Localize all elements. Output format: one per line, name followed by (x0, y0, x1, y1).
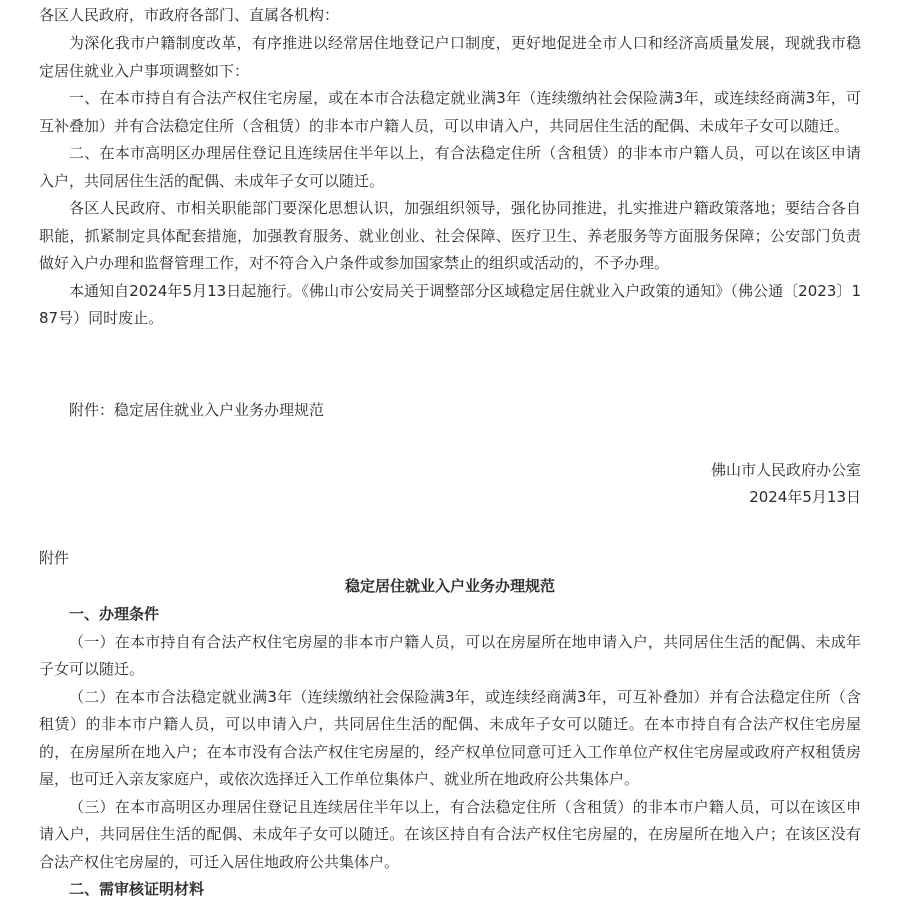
condition-item-two: （二）在本市合法稳定就业满3年（连续缴纳社会保险满3年，或连续经商满3年，可互补叠加）并有合法稳定住所（含租赁）的非本市户籍人员，可以申请入户，共同居住生活的配偶、未成年子女可以随迁。在本市持自有合法产权住宅房屋的，在房屋所在地入户；在本市没有合法产权住宅房屋的，经产权单位同意可迁入工作单位产权住宅房屋或政府产权租赁房屋，也可迁入亲友家庭户，或依次选择迁入工作单位集体户、就业所在地政府公共集体户。 (39, 687, 861, 788)
attachment-body (39, 601, 861, 904)
salutation: 各区人民政府，市政府各部门、直属各机构： (39, 6, 340, 24)
signature-date: 2024年5月13日 (749, 488, 861, 506)
attachment-note: 附件：稳定居住就业入户业务办理规范 (69, 401, 325, 419)
condition-item-three: （三）在本市高明区办理居住登记且连续居住半年以上，有合法稳定住所（含租赁）的非本市户籍人员，可以在该区申请入户，共同居住生活的配偶、未成年子女可以随迁。在该区持自有合法产权住宅房屋的，在房屋所在地入户；在该区没有合法产权住宅房屋的，可迁入居住地政府公共集体户。 (39, 797, 861, 871)
intro-paragraph: 为深化我市户籍制度改革，有序推进以经常居住地登记户口制度，更好地促进全市人口和经济高质量发展，现就我市稳定居住就业入户事项调整如下： (39, 34, 861, 80)
notice-body (39, 30, 861, 333)
attachment-title: 稳定居住就业入户业务办理规范 (344, 577, 555, 595)
condition-item-one: （一）在本市持自有合法产权住宅房屋的非本市户籍人员，可以在房屋所在地申请入户，共同居住生活的配偶、未成年子女可以随迁。 (39, 632, 861, 678)
effective-date-paragraph: 本通知自2024年5月13日起施行。《佛山市公安局关于调整部分区域稳定居住就业入户政策的通知》（佛公通〔2023〕187号）同时废止。 (39, 281, 861, 327)
implementation-paragraph: 各区人民政府、市相关职能部门要深化思想认识，加强组织领导，强化协同推进，扎实推进户籍政策落地；要结合各自职能，抓紧制定具体配套措施，加强教育服务、就业创业、社会保障、医疗卫生、养老服务等方面服务保障；公安部门负责做好入户办理和监督管理工作，对不符合入户条件或参加国家禁止的组织或活动的，不予办理。 (39, 199, 861, 272)
section-heading-materials: 二、需审核证明材料 (69, 880, 205, 898)
signature-org: 佛山市人民政府办公室 (710, 461, 861, 479)
attachment-label: 附件 (39, 549, 70, 567)
policy-item-one: 一、在本市持自有合法产权住宅房屋，或在本市合法稳定就业满3年（连续缴纳社会保险满3年，或连续经商满3年，可互补叠加）并有合法稳定住所（含租赁）的非本市户籍人员，可以申请入户，共同居住生活的配偶、未成年子女可以随迁。 (39, 89, 861, 135)
policy-item-two: 二、在本市高明区办理居住登记且连续居住半年以上，有合法稳定住所（含租赁）的非本市户籍人员，可以在该区申请入户，共同居住生活的配偶、未成年子女可以随迁。 (39, 144, 861, 190)
section-heading-conditions: 一、办理条件 (69, 605, 160, 623)
